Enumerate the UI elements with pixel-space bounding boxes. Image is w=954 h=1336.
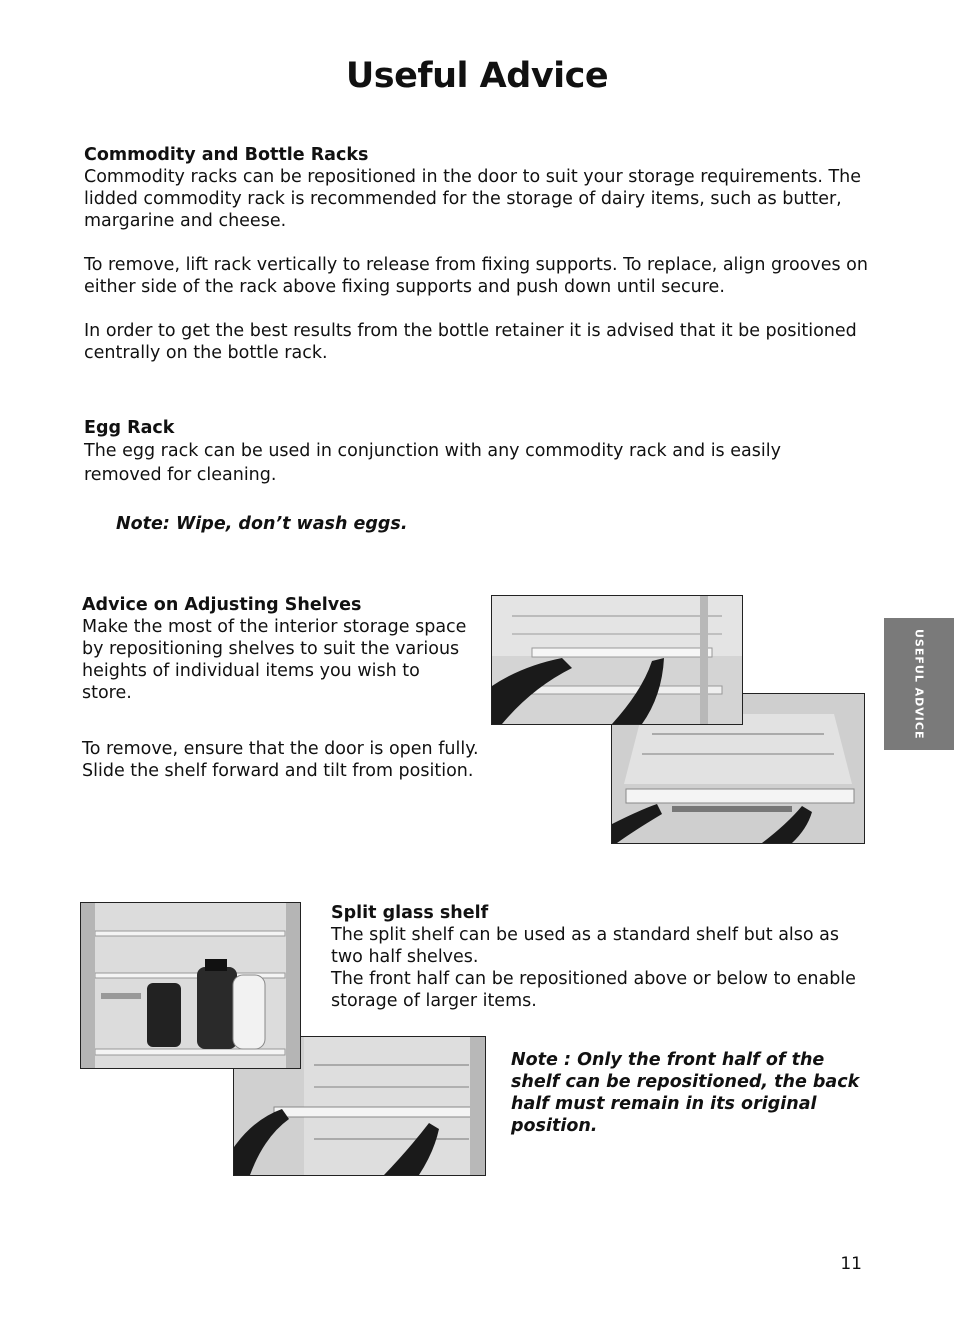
section-split-glass-shelf: [331, 902, 871, 1012]
side-section-tab: [884, 618, 954, 750]
section-heading: Advice on Adjusting Shelves: [82, 595, 362, 615]
paragraph: Make the most of the interior storage space by repositioning shelves to suit the various heights of individual items you wish to store.: [82, 617, 467, 703]
paragraph: Commodity racks can be repositioned in the door to suit your storage requirements. The lidded commodity rack is recommended for the storage of dairy items, such as butter, margarine and cheese.: [84, 167, 862, 231]
section-heading: Split glass shelf: [331, 903, 489, 923]
section-egg-rack: [84, 417, 844, 487]
shelf-lift-photo: [491, 595, 743, 725]
paragraph: To remove, lift rack vertically to release from fixing supports. To replace, align grooves on either side of the rack above fixing supports and push down until secure.: [84, 255, 868, 297]
split-shelf-note: Note : Only the front half of the shelf can be repositioned, the back half must remain in its original position.: [511, 1050, 860, 1136]
paragraph: To remove, ensure that the door is open fully. Slide the shelf forward and tilt from position.: [82, 739, 479, 781]
page-title: Useful Advice: [345, 56, 609, 96]
paragraph: The egg rack can be used in conjunction with any commodity rack and is easily removed for cleaning.: [84, 441, 781, 485]
paragraph: In order to get the best results from the bottle retainer it is advised that it be positioned centrally on the bottle rack.: [84, 321, 857, 363]
side-tab-label: USEFUL ADVICE: [912, 628, 926, 740]
section-heading: Commodity and Bottle Racks: [84, 145, 369, 165]
section-heading: Egg Rack: [84, 418, 175, 438]
section-commodity-racks: [84, 144, 874, 364]
paragraph: The front half can be repositioned above or below to enable storage of larger items.: [331, 969, 856, 1011]
split-shelf-bottles-photo: [80, 902, 301, 1069]
page-number: 11: [840, 1254, 862, 1274]
section-adjusting-shelves: [82, 594, 474, 704]
egg-note: Note: Wipe, don’t wash eggs.: [116, 514, 408, 534]
paragraph: The split shelf can be used as a standard shelf but also as two half shelves.: [331, 925, 840, 967]
